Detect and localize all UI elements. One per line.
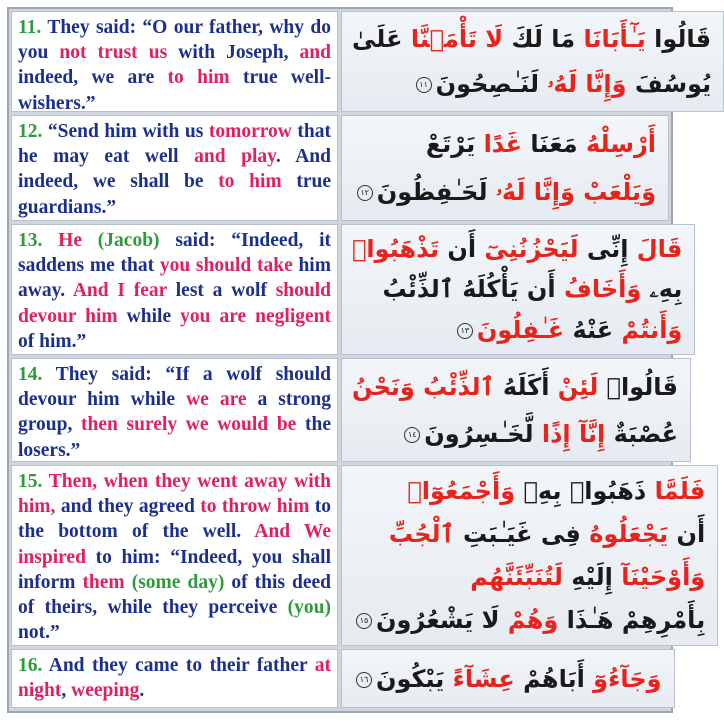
arabic-word: ٱلذِّئْبُ xyxy=(382,275,454,304)
translation-segment: not.” xyxy=(18,622,60,644)
arabic-line xyxy=(352,603,705,637)
verse-row-13 xyxy=(11,224,683,355)
translation-segment: They said: “If a wolf xyxy=(42,364,276,385)
translation-segment: while xyxy=(117,305,181,327)
ayah-number-marker: ١٢ xyxy=(357,185,373,201)
arabic-line xyxy=(352,417,678,451)
english-cell xyxy=(11,649,338,708)
arabic-word: إِنِّى xyxy=(578,235,629,264)
ayah-number-marker: ١٦ xyxy=(356,672,372,688)
arabic-word: تَذْهَبُوا۟ xyxy=(352,235,439,264)
translation-segment: (some day) xyxy=(131,571,225,593)
translation-segment: at night xyxy=(18,655,331,702)
translation-segment: the losers.” xyxy=(18,414,331,461)
arabic-word: يَجْعَلُوهُ xyxy=(580,520,669,549)
verse-number: 12. xyxy=(18,121,43,142)
verse-number: 13. xyxy=(18,230,43,251)
arabic-line xyxy=(352,67,711,101)
translation-segment: to the bottom of the well. xyxy=(18,496,331,543)
translation-segment: them xyxy=(82,571,125,593)
arabic-word: ٱلذِّئْبُ xyxy=(414,372,495,401)
arabic-line xyxy=(352,474,705,508)
translation-segment: and xyxy=(299,42,331,64)
verse-number: 15. xyxy=(18,471,43,492)
arabic-word: ذَهَبُوا۟ بِهِۦ xyxy=(515,477,647,506)
translation-segment: Then, when they went away with him, xyxy=(18,471,331,518)
arabic-word: أَرْسِلْهُ xyxy=(577,130,656,158)
translation-segment: him away. xyxy=(18,255,331,302)
translation-segment: and they agreed xyxy=(60,496,195,518)
arabic-cell xyxy=(341,115,669,221)
translation-segment: and play xyxy=(194,146,276,168)
arabic-word: ٱلْجُبِّ xyxy=(388,520,455,549)
translation-segment: true guardians.” xyxy=(18,171,331,218)
verse-table xyxy=(7,7,712,713)
translation-segment: should devour him xyxy=(18,364,331,411)
ayah-number-marker: ١٣ xyxy=(457,323,473,339)
arabic-word: أَن xyxy=(439,235,477,264)
translation-segment: . And indeed, we shall be xyxy=(18,146,331,193)
arabic-cell xyxy=(341,224,695,355)
arabic-line xyxy=(352,370,678,404)
arabic-word: وَإِنَّا لَهُۥ xyxy=(539,70,627,99)
translation-segment: to him xyxy=(218,171,282,193)
arabic-word: بِأَمْرِهِمْ xyxy=(613,605,706,634)
arabic-word: لَئِنْ xyxy=(549,372,599,401)
translation-segment: you should take xyxy=(159,255,293,277)
translation-segment: lest a wolf xyxy=(166,280,276,302)
translation-segment: while xyxy=(119,389,187,411)
arabic-cell xyxy=(341,11,724,112)
arabic-word: أَكَلَهُ xyxy=(494,372,550,401)
english-cell xyxy=(11,11,338,112)
translation-segment: with Joseph, xyxy=(167,42,300,64)
arabic-word: عُصْبَةٌ xyxy=(605,419,678,448)
translation-segment: And We inspired xyxy=(18,521,331,568)
arabic-word: مَعَنَا xyxy=(522,130,578,158)
translation-segment: They said: “O our father, why do you xyxy=(18,17,331,64)
translation-segment: we are xyxy=(186,389,247,411)
arabic-word: وَنَحْنُ xyxy=(352,372,415,401)
arabic-word: لَيَحْزُنُنِىٓ xyxy=(476,235,579,264)
arabic-word: عَنْهُ xyxy=(564,315,614,344)
verse-row-15 xyxy=(11,465,706,646)
translation-segment: . xyxy=(139,680,145,702)
verse-number: 16. xyxy=(18,655,43,676)
arabic-word: وَإِنَّا لَهُۥ xyxy=(487,178,575,206)
arabic-word: مَا لَكَ xyxy=(503,24,576,53)
arabic-line xyxy=(352,662,662,696)
arabic-word: لَحَـٰفِظُونَ xyxy=(376,178,488,206)
arabic-word: غَيَـٰبَتِ xyxy=(454,520,533,549)
translation-segment: to him xyxy=(167,67,230,89)
arabic-word: فِى xyxy=(532,520,581,549)
translation-segment: And I fear xyxy=(72,280,167,302)
arabic-line xyxy=(352,517,705,551)
arabic-word: وَجَآءُوٓ xyxy=(584,664,662,693)
translation-segment: of him.” xyxy=(18,330,87,352)
arabic-line xyxy=(352,560,705,594)
arabic-line xyxy=(352,22,711,56)
ayah-number-marker: ١٤ xyxy=(404,427,420,443)
english-cell xyxy=(11,358,338,462)
translation-segment: not trust us xyxy=(59,42,168,64)
translation-segment: “Send him with us xyxy=(42,121,209,142)
arabic-word: لَا يَشْعُرُونَ xyxy=(376,605,500,634)
arabic-word: عِشَآءً xyxy=(444,664,515,693)
verse-row-12 xyxy=(11,115,669,221)
translation-segment: tomorrow xyxy=(208,121,292,142)
arabic-word: يُوسُفَ xyxy=(626,70,712,99)
arabic-word: وَأَوْحَيْنَآ xyxy=(612,562,706,591)
ayah-number-marker: ١٥ xyxy=(356,613,372,629)
translation-segment: of this deed of theirs, while they perceive xyxy=(18,571,332,619)
arabic-word: إِنَّآ إِذًا xyxy=(533,419,606,448)
arabic-line xyxy=(352,272,682,306)
translation-segment: (you) xyxy=(287,597,331,619)
arabic-word: فَلَمَّا xyxy=(646,477,706,506)
translation-segment: , xyxy=(61,680,72,702)
arabic-line xyxy=(352,175,656,209)
english-cell xyxy=(11,224,338,355)
arabic-word: وَهُمْ xyxy=(499,605,559,634)
translation-segment: should devour him xyxy=(18,280,332,327)
verse-number: 11. xyxy=(18,17,42,38)
arabic-word: أَن xyxy=(668,520,706,549)
arabic-word: قَالَ xyxy=(628,235,683,264)
translation-segment: weeping xyxy=(71,680,140,702)
arabic-word: أَبَاهُمْ xyxy=(514,664,585,693)
translation-segment xyxy=(125,572,132,593)
translation-segment: He xyxy=(42,230,98,251)
arabic-line xyxy=(352,313,682,347)
english-cell xyxy=(11,115,338,221)
translation-segment: true well-wishers.” xyxy=(18,67,332,114)
translation-segment: said: “Indeed, it saddens me that xyxy=(18,230,331,277)
arabic-line xyxy=(352,232,682,266)
arabic-word: قَالُوا xyxy=(645,24,712,53)
arabic-word: أَن يَأْكُلَهُ xyxy=(453,275,556,304)
arabic-word: هَـٰذَا xyxy=(558,605,614,634)
arabic-word: لَتُنَبِّئَنَّهُم xyxy=(470,562,563,591)
arabic-word: وَأَخَافُ xyxy=(555,275,642,304)
arabic-word: غَـٰفِلُونَ xyxy=(476,315,565,344)
translation-segment: you are negligent xyxy=(180,305,332,327)
arabic-word: يَرْتَعْ xyxy=(425,130,476,158)
translation-segment: to him: “Indeed, you shall inform xyxy=(18,546,331,593)
translation-segment: indeed, we are xyxy=(18,67,168,89)
arabic-word: لَا تَأْمَ۫نَّا xyxy=(402,24,504,53)
translation-segment: that he may eat well xyxy=(18,121,331,168)
arabic-word: يَبْكُونَ xyxy=(376,664,445,693)
arabic-word: وَأَجْمَعُوٓا۟ xyxy=(407,477,516,506)
verse-row-11 xyxy=(11,11,712,114)
arabic-word: لَّخَـٰسِرُونَ xyxy=(424,419,534,448)
arabic-word: وَأَنتُمْ xyxy=(613,315,683,344)
translation-segment: (Jacob) xyxy=(97,230,160,251)
arabic-word: قَالُوا۟ xyxy=(598,372,678,401)
arabic-word: عَلَىٰ xyxy=(352,24,403,53)
translation-segment: to throw him xyxy=(194,496,315,518)
verse-number: 14. xyxy=(18,364,43,385)
arabic-word: لَنَـٰصِحُونَ xyxy=(435,70,540,99)
arabic-word: يَـٰٓأَبَانَا xyxy=(575,24,646,53)
ayah-number-marker: ١١ xyxy=(416,77,432,93)
verse-row-16 xyxy=(11,649,669,708)
arabic-word: وَيَلْعَبْ xyxy=(574,178,656,206)
arabic-cell xyxy=(341,465,718,646)
arabic-word: غَدًا xyxy=(475,130,523,158)
arabic-cell xyxy=(341,649,675,708)
english-cell xyxy=(11,465,338,646)
arabic-word: إِلَيْهِ xyxy=(562,562,613,591)
translation-segment: a strong group, xyxy=(18,389,332,436)
arabic-line xyxy=(352,127,656,161)
arabic-word: بِهِۦ xyxy=(641,275,683,304)
translation-segment: then surely we would be xyxy=(81,414,297,436)
arabic-cell xyxy=(341,358,691,462)
translation-segment: And they came to their father xyxy=(42,655,315,676)
verse-row-14 xyxy=(11,358,678,462)
